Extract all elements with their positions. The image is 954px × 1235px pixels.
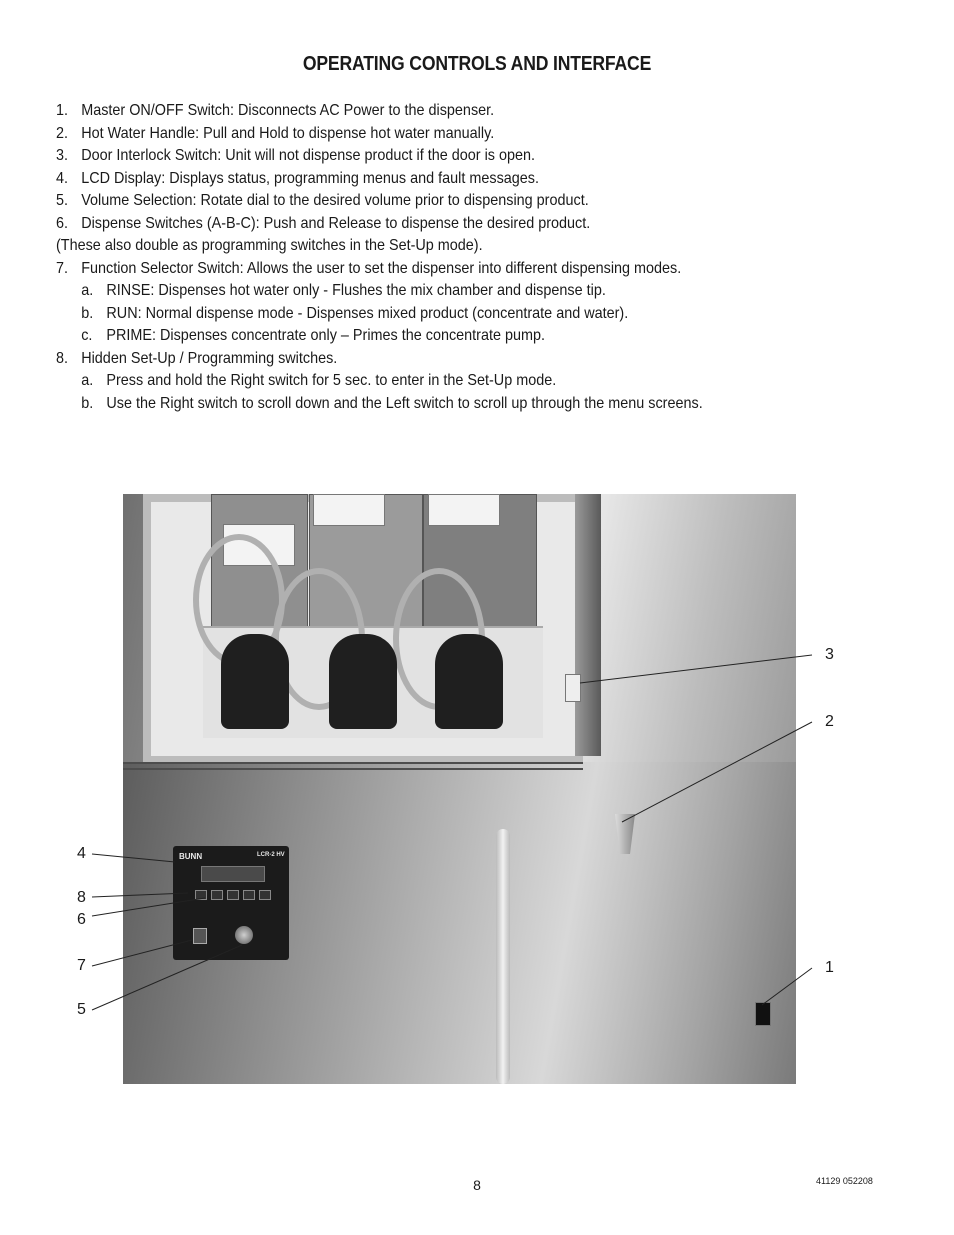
panel-seam [123,768,583,770]
list-item: 5. Volume Selection: Rotate dial to the desired volume prior to dispensing product. [56,192,589,209]
hose [496,829,510,1084]
page-number: 8 [473,1177,481,1193]
list-subitem: b. RUN: Normal dispense mode - Dispenses mixed product (concentrate and water). [81,304,629,322]
list-item: 8. Hidden Set-Up / Programming switches. [56,349,338,367]
controls-list [56,100,916,415]
panel-seam [123,762,583,764]
volume-dial [235,926,253,944]
page-title: OPERATING CONTROLS AND INTERFACE [302,53,652,75]
list-item: 7. Function Selector Switch: Allows the user to set the dispenser into different dispensing modes. [56,259,682,277]
setup-switch-right [259,890,271,900]
list-item: 3. Door Interlock Switch: Unit will not dispense product if the door is open. [56,147,536,164]
function-selector-switch [193,928,207,944]
list-item: 2. Hot Water Handle: Pull and Hold to dispense hot water manually. [56,124,495,142]
door-edge [575,494,601,756]
brand-label: BUNN [179,852,203,861]
callout-1: 1 [825,959,834,976]
dispenser-photo [123,494,796,1084]
callout-8: 8 [77,889,86,906]
pump [329,634,397,729]
list-item: 1. Master ON/OFF Switch: Disconnects AC Power to the dispenser. [56,102,495,119]
box-label [428,494,500,526]
setup-switch-left [195,890,207,900]
callout-7: 7 [77,957,86,974]
callout-2: 2 [825,713,834,730]
pump [435,634,503,729]
dispense-switch-a [211,890,223,900]
list-subitem: b. Use the Right switch to scroll down and the Left switch to scroll up through the menu screens. [81,394,703,412]
dispense-switch-b [227,890,239,900]
list-item: 4. LCD Display: Displays status, programming menus and fault messages. [56,169,539,187]
box-label [313,494,385,526]
callout-6: 6 [77,911,86,928]
lcd-display [201,866,265,882]
callout-5: 5 [77,1001,86,1018]
callout-4: 4 [77,845,86,862]
pump [221,634,289,729]
list-subitem: a. Press and hold the Right switch for 5 sec. to enter in the Set-Up mode. [81,372,557,389]
list-subitem: a. RINSE: Dispenses hot water only - Flushes the mix chamber and dispense tip. [81,282,606,299]
master-switch [755,1002,771,1026]
control-panel [173,846,289,960]
door-interlock-switch [565,674,581,702]
document-code: 41129 052208 [816,1176,873,1186]
dispense-switch-c [243,890,255,900]
list-subitem: c. PRIME: Dispenses concentrate only – Primes the concentrate pump. [81,327,546,344]
callout-3: 3 [825,646,834,663]
list-item: 6. Dispense Switches (A-B-C): Push and Release to dispense the desired product. [56,214,591,232]
list-item-note: (These also double as programming switches in the Set-Up mode). [56,237,483,254]
model-label: LCR-2 HV [257,852,285,858]
